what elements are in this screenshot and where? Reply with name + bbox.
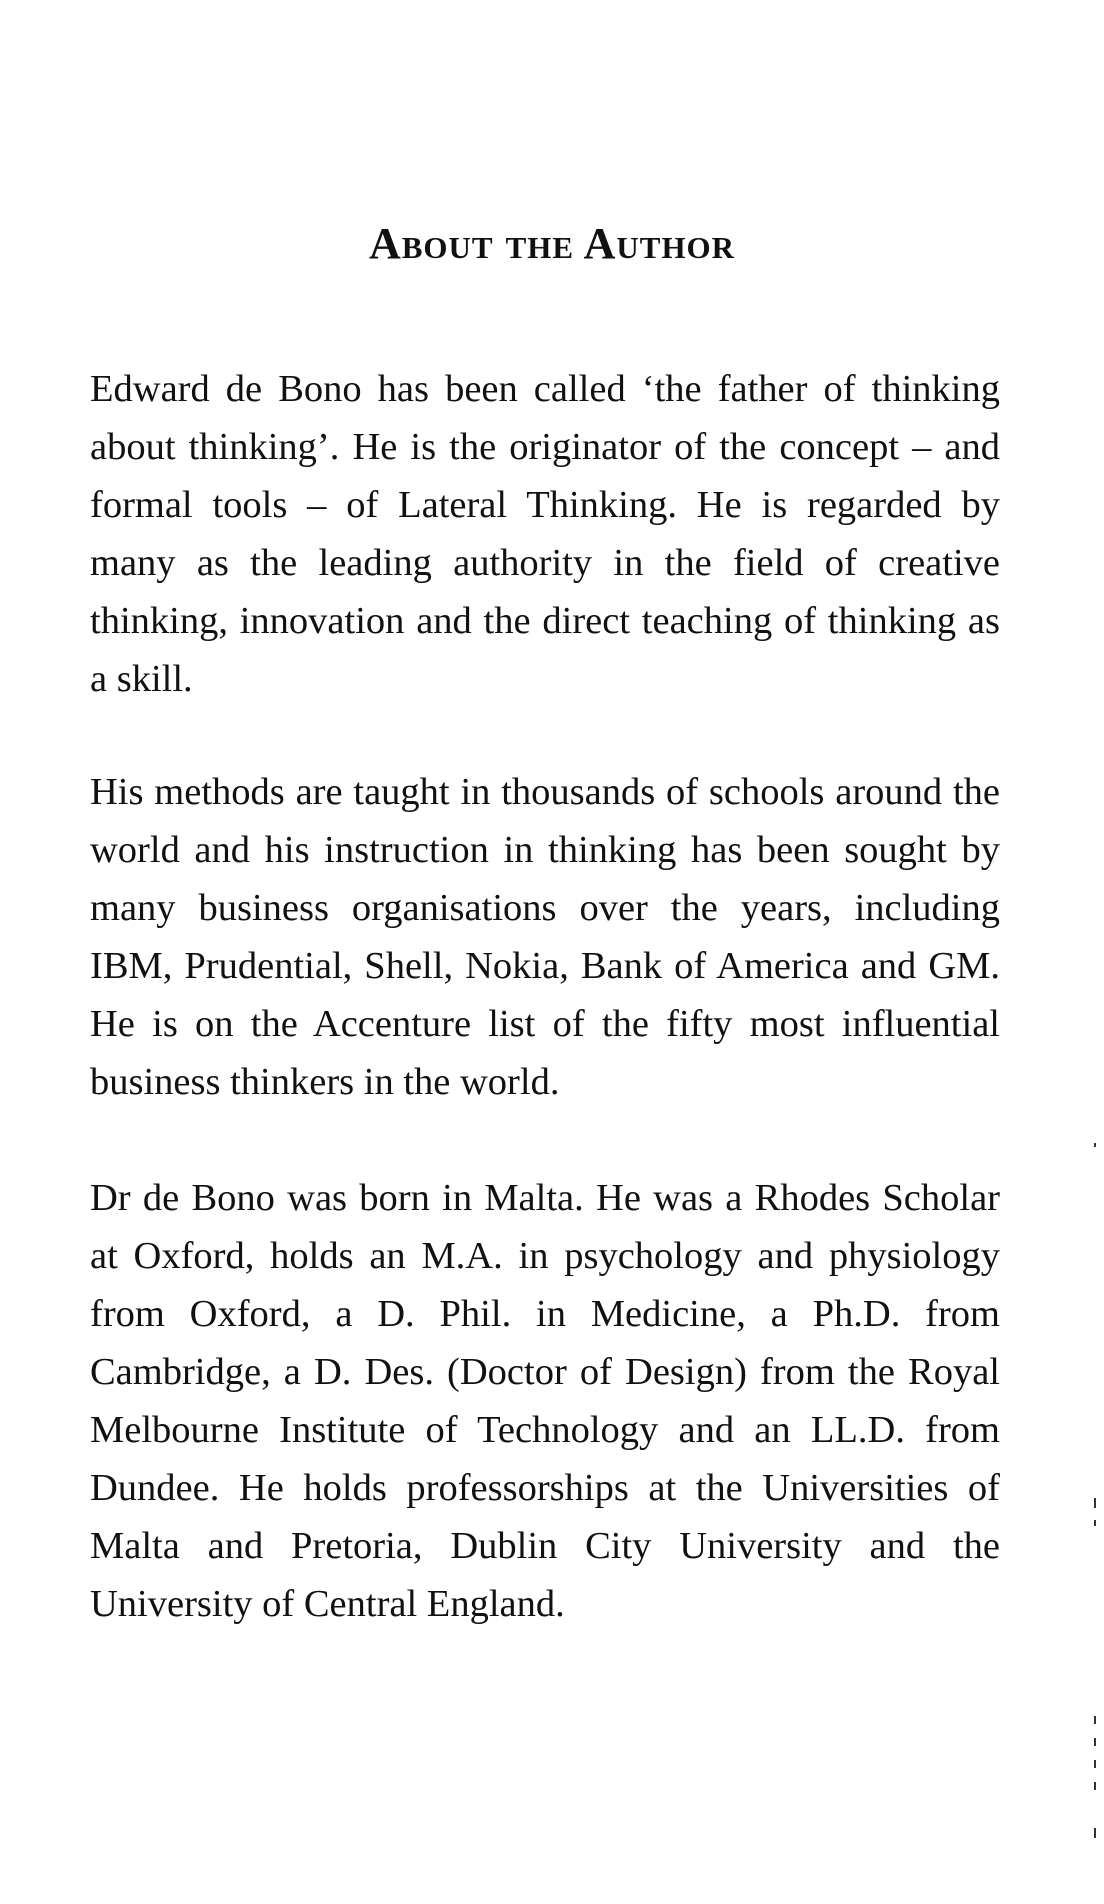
page-title: About the Author — [368, 219, 736, 268]
scan-margin-mark — [1094, 1738, 1096, 1746]
scan-margin-mark — [1094, 1828, 1096, 1838]
scan-margin-mark — [1094, 1498, 1096, 1508]
paragraph-methods: His methods are taught in thousands of schools around the world and his instruction in thinking has been sought by many business organisations over the years, including IBM, Prudential, Shell, Nokia, Bank of America and GM. He is on the Accenture list of the fifty most influential business thinkers in the world. — [90, 771, 1000, 1103]
scan-margin-mark — [1094, 1760, 1096, 1768]
paragraph-intro: Edward de Bono has been called ‘the father of thinking about thinking’. He is the originator of the concept – and formal tools – of Lateral Thinking. He is regarded by many as the leading authority in the field of creative thinking, innovation and the direct teaching of thinking as a skill. — [90, 368, 1000, 700]
paragraph-biography: Dr de Bono was born in Malta. He was a Rhodes Scholar at Oxford, holds an M.A. in psychology and physiology from Oxford, a D. Phil. in Medicine, a Ph.D. from Cambridge, a D. Des. (Doctor of Design) from the Royal Melbourne Institute of Technology and an LL.D. from Dundee. He holds professorships at the Universities of Malta and Pretoria, Dublin City University and the University of Central England. — [90, 1177, 1000, 1625]
scan-margin-mark — [1094, 1716, 1096, 1724]
scan-margin-mark — [1094, 1782, 1096, 1790]
scan-margin-mark — [1094, 1520, 1096, 1526]
scan-margin-mark — [1094, 1143, 1096, 1147]
